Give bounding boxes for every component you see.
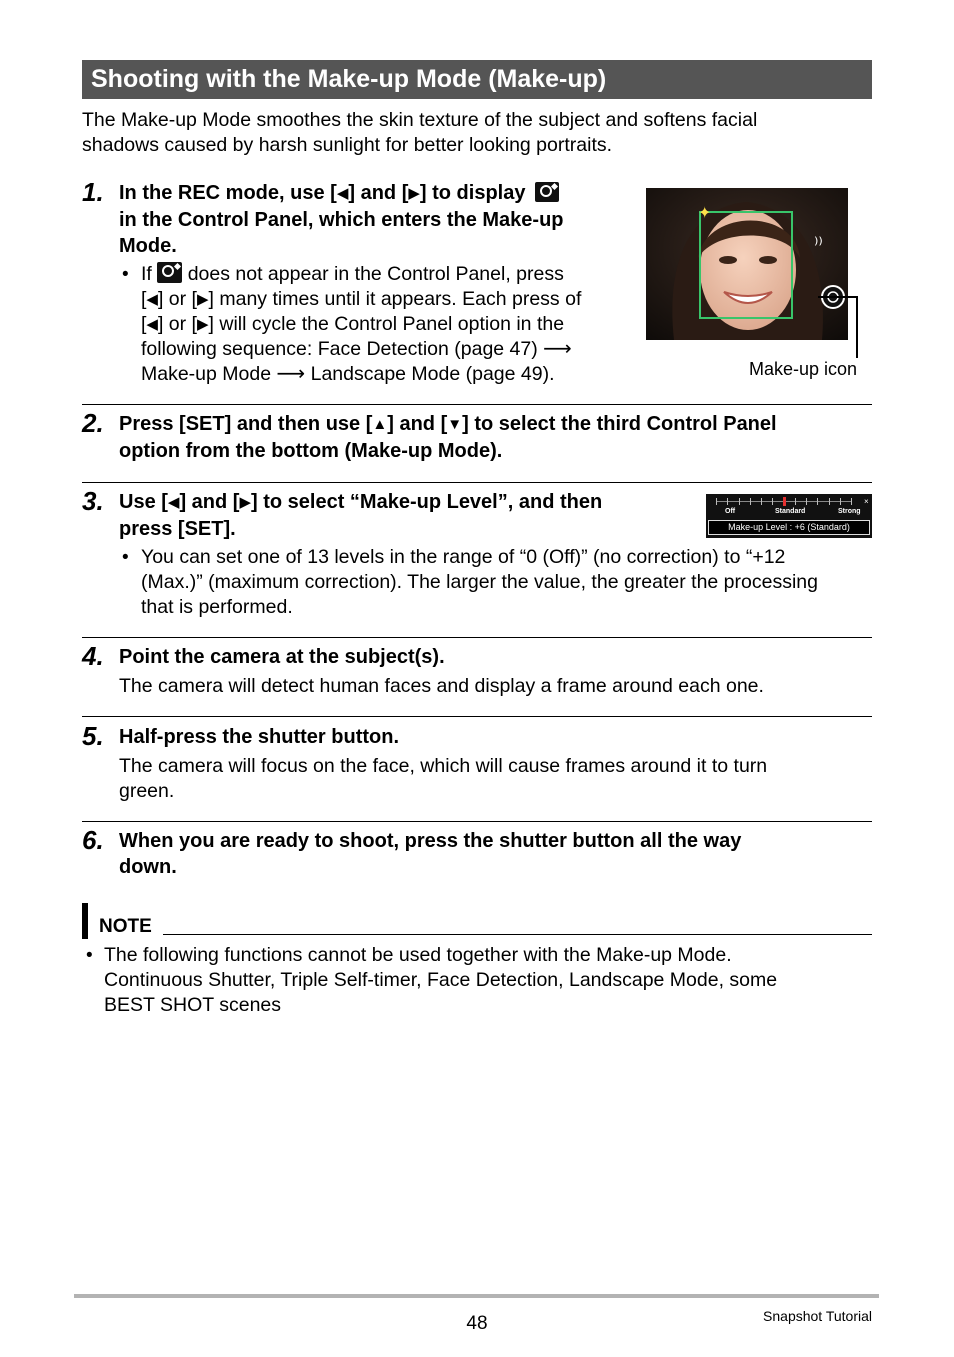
section-name: Snapshot Tutorial	[763, 1308, 872, 1324]
level-tick	[772, 498, 773, 505]
step-3-number: 3.	[82, 486, 104, 516]
portrait-photo	[646, 188, 848, 340]
right-arrow-icon: ▶	[196, 316, 209, 333]
svg-text:✦: ✦	[698, 203, 712, 222]
level-tick	[750, 498, 751, 505]
step-1-heading-line-3: Mode.	[119, 235, 177, 257]
step-5-number: 5.	[82, 721, 104, 751]
makeup-mode-icon	[535, 182, 559, 202]
step-1-bullet: •	[122, 264, 129, 285]
level-tick	[840, 498, 841, 505]
level-label-strong: Strong	[838, 508, 861, 515]
portrait-photo-svg	[646, 188, 848, 340]
makeup-mode-icon	[157, 262, 182, 283]
step-1-bullet-text: If does not appear in the Control Panel, press [◀] or [▶] many times until it appears. Each press of [◀] or [▶] will cycle the Control Panel option in the following sequence: Face Detection (page 47) ⟶ Make-up Mode ⟶ Landscape Mode (page 49).	[141, 263, 582, 385]
level-label-standard: Standard	[775, 508, 806, 515]
step-4-body: The camera will detect human faces and display a frame around each one.	[119, 675, 764, 697]
svg-text:⁾⁾: ⁾⁾	[814, 234, 823, 255]
intro-line-1: The Make-up Mode smoothes the skin texture of the subject and softens facial	[82, 109, 758, 131]
step-divider	[82, 716, 872, 717]
step-5-heading: Half-press the shutter button.	[119, 726, 400, 748]
level-tick	[716, 498, 717, 505]
callout-line-horizontal	[818, 296, 858, 298]
step-divider	[82, 637, 872, 638]
step-1-heading-line-1: In the REC mode, use [◀] and [▶] to display	[119, 180, 639, 207]
section-title: Shooting with the Make-up Mode (Make-up)	[82, 60, 872, 99]
right-arrow-icon: ▶	[239, 494, 251, 511]
makeup-level-screen	[706, 494, 872, 538]
note-label: NOTE	[99, 916, 152, 937]
footer-rule	[74, 1294, 879, 1298]
page-number: 48	[466, 1313, 488, 1334]
step-1-heading	[119, 180, 639, 259]
step-divider	[82, 821, 872, 822]
step-3-bullet: •	[122, 547, 129, 568]
note-bullet: •	[86, 945, 93, 966]
step-6-heading: When you are ready to shoot, press the shutter button all the way down.	[119, 830, 742, 878]
level-readout: Make-up Level : +6 (Standard)	[708, 520, 870, 535]
right-arrow-icon: ▶	[196, 291, 209, 308]
step-1-number: 1.	[82, 177, 104, 207]
level-tick	[761, 498, 762, 505]
intro-paragraph	[82, 108, 882, 158]
up-arrow-icon: ▲	[372, 416, 388, 433]
level-label-off: Off	[725, 508, 736, 515]
right-arrow-icon: ▶	[408, 185, 420, 202]
sequence-arrow-icon: ⟶	[543, 338, 572, 360]
makeup-icon-caption: Make-up icon	[749, 359, 858, 379]
step-5-body: The camera will focus on the face, which will cause frames around it to turn green.	[119, 755, 768, 802]
sequence-arrow-icon: ⟶	[276, 363, 306, 385]
level-tick	[817, 498, 818, 505]
close-icon: ×	[864, 497, 869, 506]
left-arrow-icon: ◀	[146, 291, 158, 308]
level-tick	[851, 498, 852, 505]
step-divider	[82, 482, 872, 483]
note-marker-bar	[82, 903, 88, 939]
step-divider	[82, 404, 872, 405]
left-arrow-icon: ◀	[146, 316, 158, 333]
step-2-number: 2.	[82, 408, 104, 438]
level-tick	[795, 498, 796, 505]
note-text: The following functions cannot be used together with the Make-up Mode. Continuous Shutter, Triple Self-timer, Face Detection, Landscape Mode, some BEST SHOT scenes	[104, 944, 778, 1016]
step-4-number: 4.	[82, 641, 104, 671]
down-arrow-icon: ▼	[447, 416, 463, 433]
intro-line-2: shadows caused by harsh sunlight for better looking portraits.	[82, 134, 613, 156]
level-marker	[783, 497, 786, 506]
step-6-number: 6.	[82, 825, 104, 855]
left-arrow-icon: ◀	[167, 494, 180, 511]
note-rule	[163, 934, 872, 935]
step-4-heading: Point the camera at the subject(s).	[119, 646, 445, 668]
callout-line-vertical	[856, 296, 858, 358]
step-3-bullet-text: You can set one of 13 levels in the range of “0 (Off)” (no correction) to “+12 (Max.)” (maximum correction). The larger the value, the greater the processing that is performed.	[141, 546, 818, 618]
left-arrow-icon: ◀	[336, 185, 349, 202]
level-tick	[727, 498, 728, 505]
step-2-heading: Press [SET] and then use [▲] and [▼] to select the third Control Panel option from the bottom (Make-up Mode).	[119, 413, 777, 462]
step-3-heading: Use [◀] and [▶] to select “Make-up Level”, and then press [SET].	[119, 491, 603, 540]
step-1-heading-line-2: in the Control Panel, which enters the Make-up	[119, 209, 564, 231]
level-tick	[806, 498, 807, 505]
level-tick	[739, 498, 740, 505]
level-tick	[829, 498, 830, 505]
